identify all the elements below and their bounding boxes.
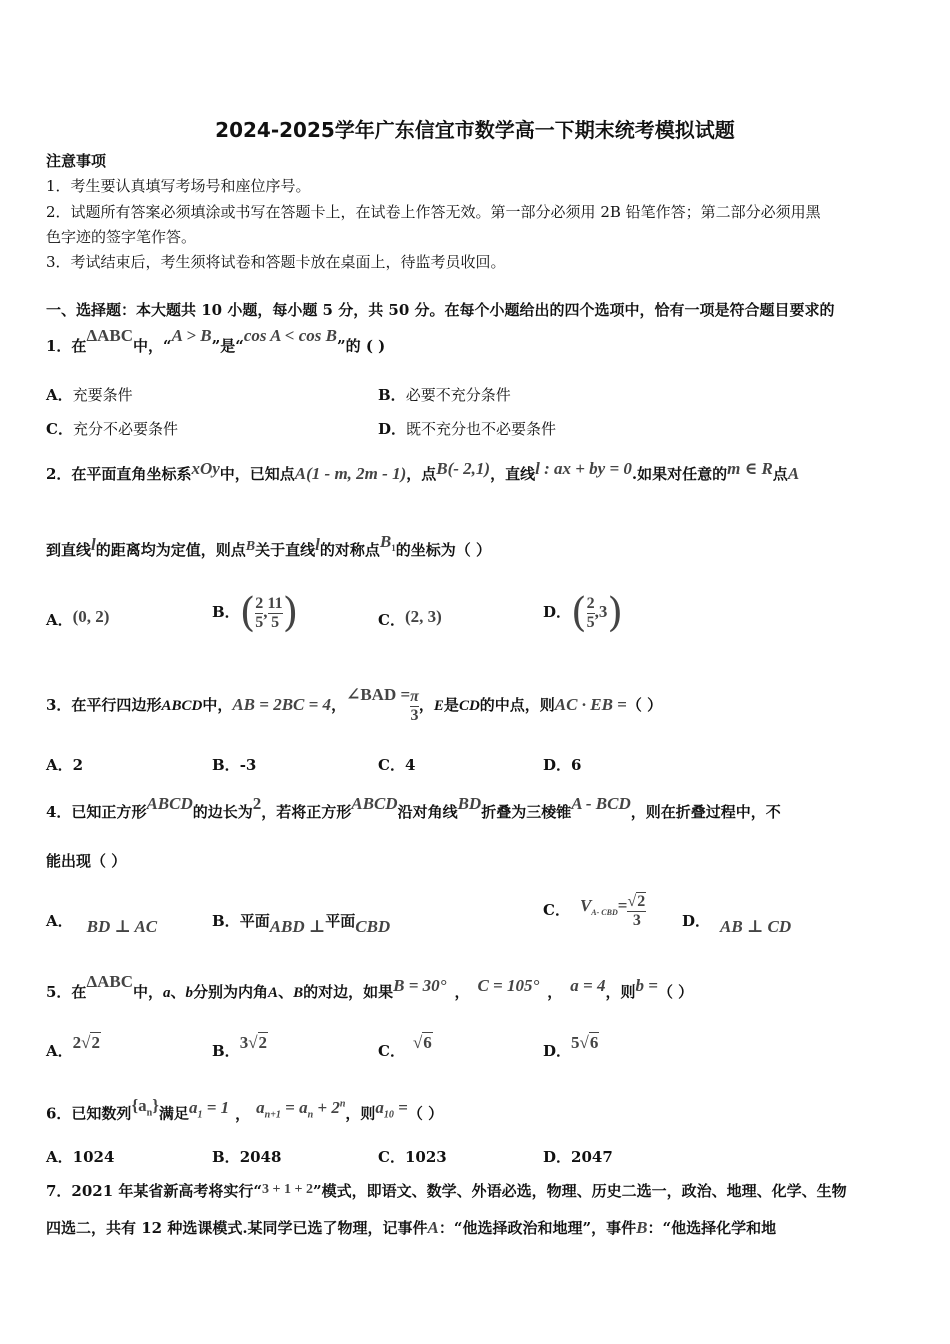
option-d[interactable]: D．5√6: [543, 1033, 599, 1060]
question-7: 7．2021 年某省新高考将实行“3 + 1 + 2”模式，即语文、数学、外语必选，物理、历史二选一，政治、地理、化学、生物: [46, 1182, 847, 1200]
option-c[interactable]: C．1023: [378, 1148, 447, 1166]
option-a[interactable]: A．2√2: [46, 1033, 100, 1060]
notice-heading: 注意事项: [46, 152, 107, 170]
notice-item: 2．试题所有答案必须填涂或书写在答题卡上，在试卷上作答无效。第一部分必须用 2B 铅笔作答；第二部分必须用黑: [46, 203, 821, 221]
option-d[interactable]: D．( $\frac{2}{5}$ ,3): [543, 590, 623, 636]
notice-item: 色字迹的签字笔作答。: [46, 228, 197, 246]
option-c[interactable]: C． $V_{A- CBD}=$ $\frac{√2}{3}$: [543, 892, 646, 929]
question-3: 3．在平行四边形ABCD中，AB = 2BC = 4，∠BAD = $\frac{\pi}{3}$ ，E是CD的中点，则AC · EB =（ ）: [46, 685, 663, 724]
option-a[interactable]: A．充要条件: [46, 386, 133, 404]
notice-item: 1．考生要认真填写考场号和座位序号。: [46, 177, 311, 195]
question-2: 2．在平面直角坐标系xOy中，已知点A(1 - m, 2m - 1)，点B(- 2,1)，直线l : ax + by = 0.如果对任意的m ∈ R点A: [46, 459, 800, 483]
option-b[interactable]: B．2048: [212, 1148, 282, 1166]
question-7-cont: 四选二，共有 12 种选课模式.某同学已选了物理，记事件A：“他选择政治和地理”，事件B：“他选择化学和地: [46, 1218, 777, 1237]
section-heading: 一、选择题：本大题共 10 小题，每小题 5 分，共 50 分。在每个小题给出的四个选项中，恰有一项是符合题目要求的: [46, 301, 835, 319]
option-a[interactable]: A．2: [46, 756, 84, 774]
option-d[interactable]: D． AB ⊥ CD: [682, 912, 792, 936]
notice-item: 3．考试结束后，考生须将试卷和答题卡放在桌面上，待监考员收回。: [46, 253, 506, 271]
page-title: 2024-2025学年广东信宜市数学高一下期末统考模拟试题: [215, 118, 735, 142]
option-c[interactable]: C．4: [378, 756, 416, 774]
option-a[interactable]: A． BD ⊥ AC: [46, 912, 158, 936]
question-2-cont: 到直线l的距离均为定值，则点B关于直线l的对称点$B_1$的坐标为（ ）: [46, 532, 491, 559]
question-1: 1．在ΔABC中，“A > B”是“cos A < cos B”的 ( ): [46, 326, 386, 355]
option-b[interactable]: B．3√2: [212, 1033, 268, 1060]
option-d[interactable]: D．既不充分也不必要条件: [378, 420, 557, 438]
option-b[interactable]: B．( $\frac{2}{5}$ , $\frac{11}{5}$ ): [212, 590, 299, 636]
option-d[interactable]: D．2047: [543, 1148, 613, 1166]
option-c[interactable]: C． √6: [378, 1033, 432, 1060]
option-b[interactable]: B．-3: [212, 756, 257, 774]
question-6: 6．已知数列$\{a_n\}$满足$a_1 = 1$ ， $a_{n+1} = a_n + 2^n$，则$a_{10}$ =（ ）: [46, 1095, 444, 1123]
question-4: 4．已知正方形ABCD的边长为2，若将正方形ABCD沿对角线BD折叠为三棱锥A - BCD，则在折叠过程中，不: [46, 794, 781, 821]
question-4-cont: 能出现（ ）: [46, 852, 127, 870]
option-c[interactable]: C．充分不必要条件: [46, 420, 178, 438]
option-a[interactable]: A．1024: [46, 1148, 115, 1166]
question-5: 5．在ΔABC中，a、b分别为内角A、B的对边，如果B = 30° ， C = 105° ， a = 4，则b =（ ）: [46, 972, 694, 1001]
option-b[interactable]: B．平面ABD ⊥平面CBD: [212, 912, 391, 936]
option-d[interactable]: D．6: [543, 756, 582, 774]
option-a[interactable]: A．(0, 2): [46, 607, 110, 629]
option-c[interactable]: C．(2, 3): [378, 607, 442, 629]
option-b[interactable]: B．必要不充分条件: [378, 386, 511, 404]
